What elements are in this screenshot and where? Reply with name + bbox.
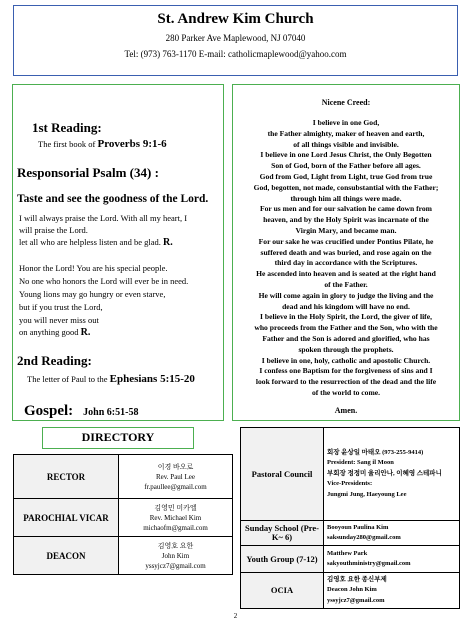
table-row: [241, 573, 460, 609]
info-line: 이경 바오로: [157, 462, 194, 471]
page-number: 2: [233, 612, 238, 620]
info-line: yssyjcz7@gmail.com: [327, 596, 385, 604]
psalm-line: No one who honors the Lord will ever be in need.: [19, 276, 189, 286]
info-line: John Kim: [161, 551, 190, 560]
pastoral-role: Youth Group (7-12): [241, 546, 324, 573]
info-line: 김영호 요한 종신부제: [327, 575, 387, 583]
info-line: Booyoun Paulina Kim: [327, 523, 389, 531]
info-line: 김영호 요한: [157, 541, 194, 550]
creed-line: God from God, Light from Light, true God from true: [259, 171, 433, 181]
info-line: Jungmi Jung, Haeyoung Lee: [327, 490, 407, 498]
pastoral-role: Pastoral Council: [241, 428, 324, 521]
creed-line: through him all things were made.: [290, 193, 402, 203]
creed-line: Virgin Mary, and became man.: [295, 225, 397, 235]
response-mark: R.: [80, 327, 91, 338]
directory-heading: DIRECTORY: [42, 427, 194, 449]
pastoral-role: Sunday School (Pre-K~ 6): [241, 521, 324, 546]
second-reading-ref: Ephesians 5:15-20: [109, 373, 195, 385]
directory-info: [119, 537, 233, 575]
creed-line: who proceeds from the Father and the Son, who with the: [254, 323, 438, 333]
creed-line: look forward to the resurrection of the dead and the life: [255, 377, 437, 387]
creed-title: Nicene Creed:: [321, 98, 371, 107]
creed-line: For our sake he was crucified under Pontius Pilate, he: [258, 236, 434, 246]
info-line: 부회장 정정미 율리안나, 이혜영 스테파니: [327, 469, 442, 477]
info-line: President: Sang il Moon: [327, 459, 394, 467]
info-line: Matthew Park: [327, 549, 368, 557]
creed-line: dead and his kingdom will have no end.: [282, 301, 410, 311]
info-line: 회장 윤상일 마태오 (973-255-9414): [327, 448, 424, 456]
response-mark: R.: [163, 237, 173, 248]
creed-line: God, begotten, not made, consubstantial with the Father;: [253, 182, 439, 192]
table-row: [14, 499, 233, 537]
first-reading-heading: 1st Reading:: [32, 120, 102, 135]
church-contact: Tel: (973) 763-1170 E-mail: catholicmaplewood@yahoo.com: [124, 49, 347, 59]
psalm-line: [19, 327, 90, 338]
psalm-line: Young lions may go hungry or even starve,: [19, 289, 166, 299]
creed-line: of all things visible and invisible.: [293, 139, 399, 149]
table-row: [14, 537, 233, 575]
table-row: [14, 455, 233, 499]
creed-line: I believe in one, holy, catholic and apostolic Church.: [261, 355, 431, 365]
directory-info: [119, 499, 233, 537]
info-line: yssyjcz7@gmail.com: [145, 561, 206, 570]
pastoral-info: [324, 521, 460, 546]
gospel-line: [24, 402, 138, 420]
creed-line: He will come again in glory to judge the living and the: [258, 290, 434, 300]
creed-line: I believe in the Holy Spirit, the Lord, the giver of life,: [260, 312, 432, 322]
creed-line: the Father almighty, maker of heaven and earth,: [267, 128, 425, 138]
creed-line: heaven, and by the Holy Spirit was incarnate of the: [263, 215, 429, 225]
readings-box: [12, 84, 224, 421]
gospel-ref: John 6:51-58: [83, 407, 139, 418]
info-line: Rev. Michael Kim: [149, 513, 202, 522]
pastoral-info: [324, 428, 460, 521]
first-reading-ref: Proverbs 9:1-6: [97, 138, 167, 150]
info-line: Rev. Paul Lee: [155, 472, 195, 481]
creed-line: He ascended into heaven and is seated at the right hand: [256, 269, 436, 279]
info-line: 김영민 미카엘: [154, 503, 197, 512]
creed-line: Father and the Son is adored and glorified, who has: [262, 333, 430, 343]
psalm-line: Honor the Lord! You are his special people.: [19, 263, 168, 273]
creed-line: For us men and for our salvation he came down from: [260, 204, 432, 214]
church-address: 280 Parker Ave Maplewood, NJ 07040: [165, 33, 306, 43]
psalm-line: will praise the Lord.: [19, 225, 88, 235]
info-line: saksunday280@gmail.com: [327, 534, 401, 541]
second-reading-heading: 2nd Reading:: [17, 353, 92, 368]
pastoral-info: [324, 546, 460, 573]
info-line: michaofm@gmail.com: [143, 523, 208, 532]
directory-role: RECTOR: [14, 455, 119, 499]
first-reading-text: The first book of: [38, 139, 98, 149]
creed-line: I believe in one God,: [312, 118, 380, 127]
second-reading-text: The letter of Paul to the: [27, 374, 110, 384]
creed-body: [237, 118, 455, 399]
directory-info: [119, 455, 233, 499]
info-line: sakyouthministry@gmail.com: [327, 560, 411, 567]
psalm-line-text: on anything good: [19, 327, 81, 337]
church-header: [13, 5, 458, 76]
creed-line: of the Father.: [324, 279, 368, 289]
psalm-line-text: let all who are helpless listen and be glad.: [19, 237, 163, 247]
info-line: Vice-Presidents:: [327, 480, 373, 488]
info-line: fr.paullee@gmail.com: [144, 482, 207, 491]
creed-line: suffered death and was buried, and rose again on the: [260, 247, 432, 257]
table-row: [241, 546, 460, 573]
pastoral-table: [240, 427, 460, 609]
psalm-line: I will always praise the Lord. With all my heart, I: [19, 213, 188, 223]
psalm-heading: Responsorial Psalm (34) :: [17, 165, 159, 180]
creed-line: spoken through the prophets.: [298, 344, 394, 354]
pastoral-role: OCIA: [241, 573, 324, 609]
psalm-line: you will never miss out: [19, 315, 99, 325]
directory-role: DEACON: [14, 537, 119, 575]
church-name: St. Andrew Kim Church: [157, 11, 314, 27]
second-reading-line: [27, 373, 195, 385]
pastoral-info: [324, 573, 460, 609]
directory-table: [13, 454, 233, 575]
first-reading-line: [38, 138, 167, 150]
table-row: [241, 521, 460, 546]
info-line: Deacon John Kim: [327, 586, 377, 594]
creed-line: of the world to come.: [311, 387, 381, 397]
table-row: [241, 428, 460, 521]
psalm-refrain: Taste and see the goodness of the Lord.: [17, 193, 209, 205]
directory-role: PAROCHIAL VICAR: [14, 499, 119, 537]
psalm-line: but if you trust the Lord,: [19, 302, 103, 312]
creed-box: [232, 84, 460, 421]
creed-line: Son of God, born of the Father before all ages.: [271, 161, 421, 171]
creed-line: I believe in one Lord Jesus Christ, the Only Begotten: [260, 150, 432, 160]
psalm-line: [19, 237, 173, 248]
gospel-heading: Gospel:: [24, 403, 74, 419]
creed-amen: Amen.: [334, 405, 358, 415]
creed-line: I confess one Baptism for the forgiveness of sins and I: [259, 366, 433, 376]
creed-line: third day in accordance with the Scriptures.: [274, 258, 418, 268]
